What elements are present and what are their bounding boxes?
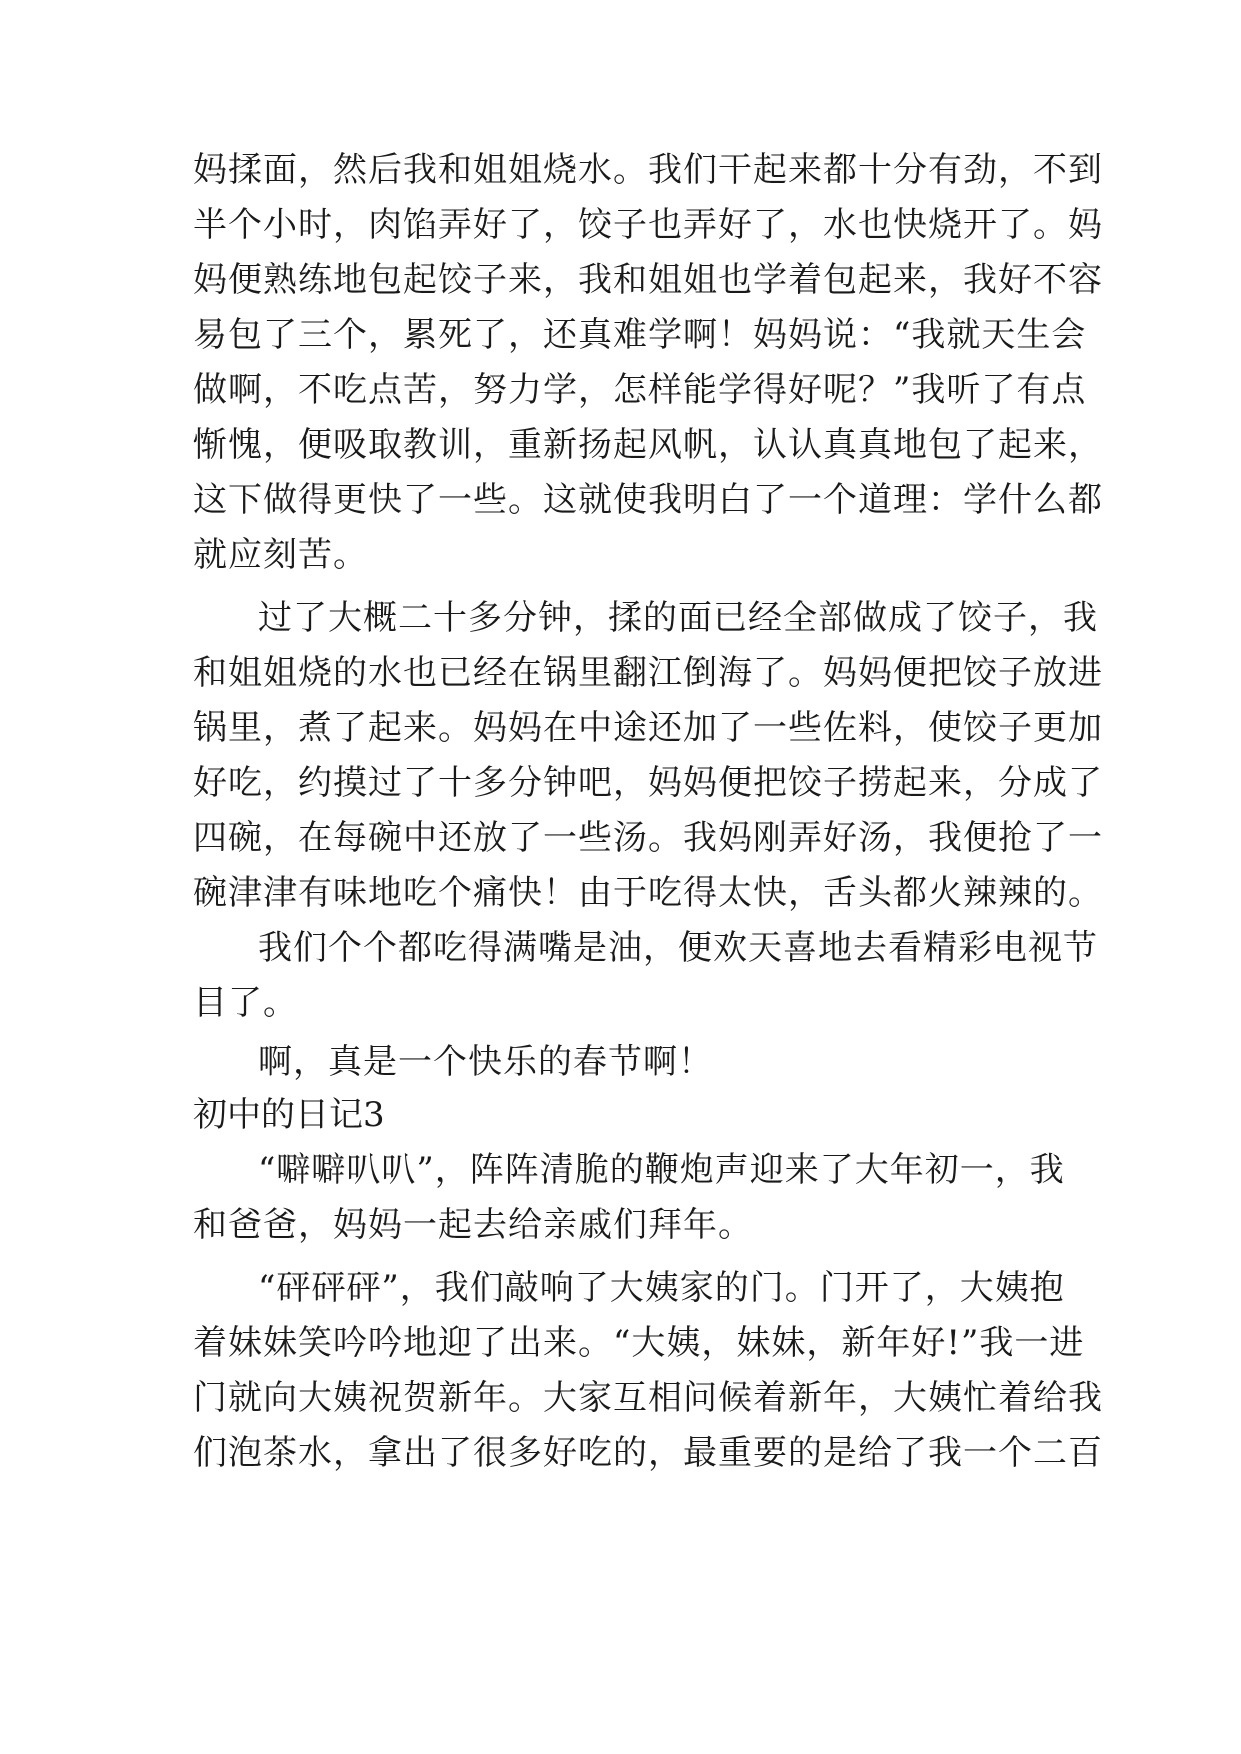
section-heading: 初中的日记3 xyxy=(193,1095,385,1135)
text-line: 们泡茶水，拿出了很多好吃的，最重要的是给了我一个二百 xyxy=(193,1433,1103,1473)
text-line: 妈揉面，然后我和姐姐烧水。我们干起来都十分有劲，不到 xyxy=(193,150,1103,190)
text-line: 碗津津有味地吃个痛快！由于吃得太快，舌头都火辣辣的。 xyxy=(193,873,1103,913)
text-line: 目了。 xyxy=(193,983,298,1023)
text-line: 易包了三个，累死了，还真难学啊！妈妈说：“我就天生会 xyxy=(193,315,1087,355)
text-line: 惭愧，便吸取教训，重新扬起风帆，认认真真地包了起来， xyxy=(193,425,1103,465)
text-line: 过了大概二十多分钟，揉的面已经全部做成了饺子，我 xyxy=(258,598,1098,638)
text-line: “砰砰砰”，我们敲响了大姨家的门。门开了，大姨抱 xyxy=(258,1268,1065,1308)
text-line: 我们个个都吃得满嘴是油，便欢天喜地去看精彩电视节 xyxy=(258,928,1098,968)
text-line: 好吃，约摸过了十多分钟吧，妈妈便把饺子捞起来，分成了 xyxy=(193,763,1103,803)
text-line: 和爸爸，妈妈一起去给亲戚们拜年。 xyxy=(193,1205,753,1245)
text-line: 锅里，煮了起来。妈妈在中途还加了一些佐料，使饺子更加 xyxy=(193,708,1103,748)
text-line: 四碗，在每碗中还放了一些汤。我妈刚弄好汤，我便抢了一 xyxy=(193,818,1103,858)
text-line: 做啊，不吃点苦，努力学，怎样能学得好呢？”我听了有点 xyxy=(193,370,1087,410)
text-line: 啊，真是一个快乐的春节啊！ xyxy=(258,1042,713,1082)
text-line: 和姐姐烧的水也已经在锅里翻江倒海了。妈妈便把饺子放进 xyxy=(193,653,1103,693)
text-line: “噼噼叭叭”，阵阵清脆的鞭炮声迎来了大年初一，我 xyxy=(258,1150,1065,1190)
text-line: 妈便熟练地包起饺子来，我和姐姐也学着包起来，我好不容 xyxy=(193,260,1103,300)
text-line: 这下做得更快了一些。这就使我明白了一个道理：学什么都 xyxy=(193,480,1103,520)
text-line: 着妹妹笑吟吟地迎了出来。“大姨，妹妹，新年好!”我一进 xyxy=(193,1323,1085,1363)
text-line: 就应刻苦。 xyxy=(193,535,368,575)
text-line: 半个小时，肉馅弄好了，饺子也弄好了，水也快烧开了。妈 xyxy=(193,205,1103,245)
text-line: 门就向大姨祝贺新年。大家互相问候着新年，大姨忙着给我 xyxy=(193,1378,1103,1418)
